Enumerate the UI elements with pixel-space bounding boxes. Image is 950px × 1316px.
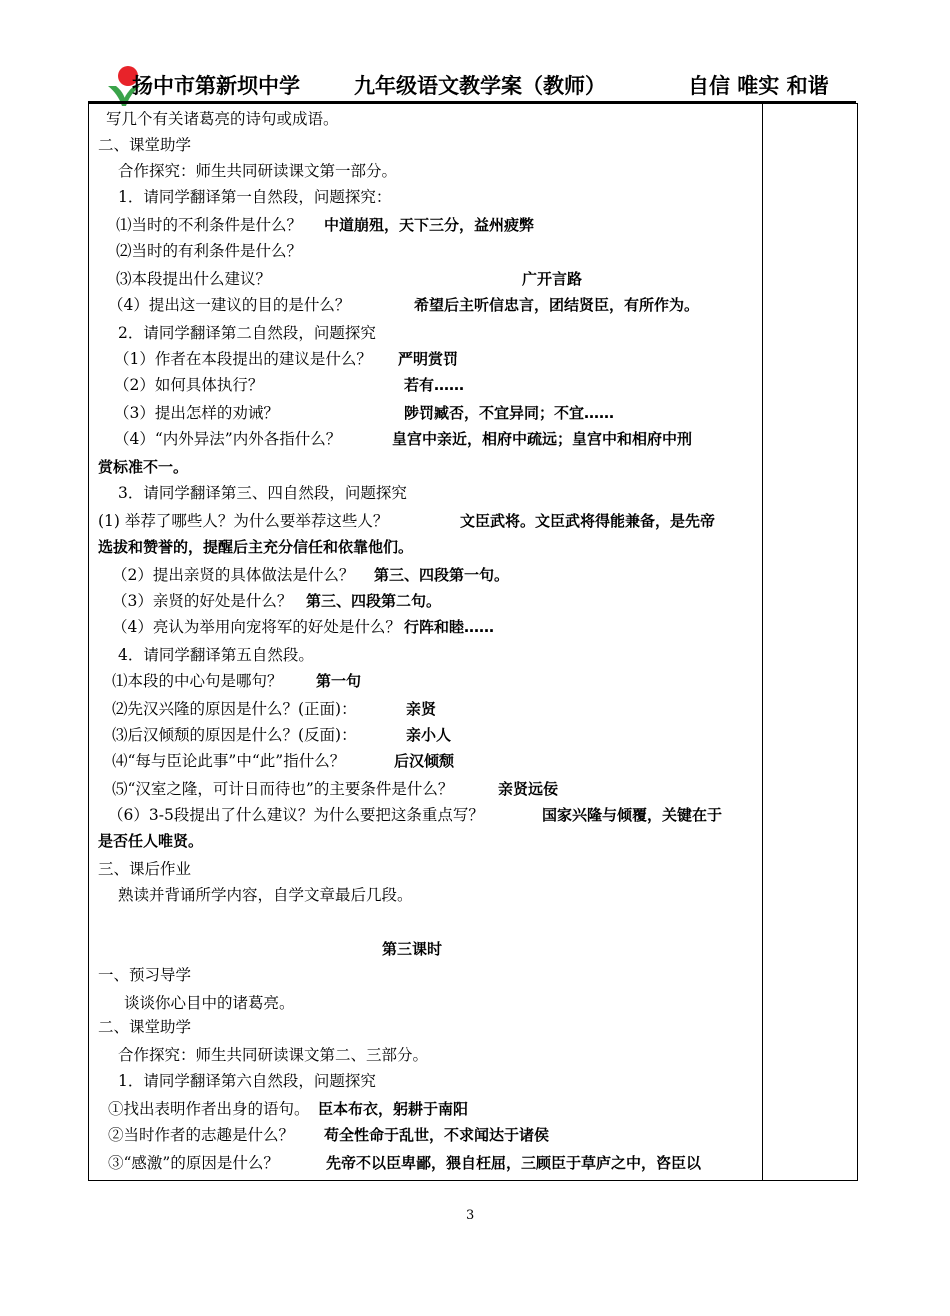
text-line: ②当时作者的志趣是什么？ [108, 1126, 295, 1144]
page-header [0, 0, 950, 110]
text-line: （4）“内外异法”内外各指什么？ [114, 430, 342, 448]
text-line: 熟读并背诵所学内容，自学文章最后几段。 [118, 886, 413, 904]
answer-text: 先帝不以臣卑鄙，猥自枉屈，三顾臣于草庐之中，咨臣以 [326, 1154, 702, 1172]
text-line: 1．请同学翻译第六自然段，问题探究 [118, 1072, 376, 1090]
text-line: 合作探究：师生共同研读课文第二、三部分。 [118, 1046, 429, 1064]
text-line: ⑶本段提出什么建议？ [116, 270, 272, 288]
text-line: 3．请同学翻译第三、四自然段，问题探究 [118, 484, 407, 502]
text-line: 合作探究：师生共同研读课文第一部分。 [118, 162, 398, 180]
answer-text: 严明赏罚 [398, 350, 459, 368]
text-line: ⑵先汉兴隆的原因是什么？(正面)： [112, 700, 357, 718]
text-line: （3）提出怎样的劝诫？ [114, 404, 279, 422]
answer-text: 文臣武将。文臣武将得能兼备，是先帝 [460, 512, 716, 530]
answer-text: 第三、四段第一句。 [374, 566, 510, 584]
answer-text: 皇宫中亲近，相府中疏远；皇宫中和相府中刑 [392, 430, 693, 448]
text-line: ⑵当时的有利条件是什么？ [116, 242, 303, 260]
answer-text: 若有…… [404, 376, 465, 394]
answer-text: 后汉倾颓 [394, 752, 455, 770]
text-line: ①找出表明作者出身的语句。 [108, 1100, 310, 1118]
school-motto: 自信 唯实 和谐 [688, 74, 829, 98]
answer-text: 希望后主听信忠言，团结贤臣，有所作为。 [414, 296, 700, 314]
answer-text: 广开言路 [522, 270, 583, 288]
answer-text: 陟罚臧否，不宜异同；不宜…… [404, 404, 615, 422]
answer-text: 选拔和赞誉的，提醒后主充分信任和依靠他们。 [98, 538, 414, 556]
answer-text: 中道崩殂，天下三分，益州疲弊 [324, 216, 535, 234]
answer-text: 亲贤远佞 [498, 780, 559, 798]
text-line: ⑷“每与臣论此事”中“此”指什么？ [112, 752, 346, 770]
answer-text: 第三、四段第二句。 [306, 592, 442, 610]
text-line: ⑶后汉倾颓的原因是什么？(反面)： [112, 726, 357, 744]
text-line: (1) 举荐了哪些人？为什么要举荐这些人？ [98, 512, 389, 530]
text-line: （1）作者在本段提出的建议是什么？ [114, 350, 372, 368]
text-line: ⑴本段的中心句是哪句？ [112, 672, 283, 690]
answer-text: 赏标准不一。 [98, 458, 189, 476]
text-line: 4．请同学翻译第五自然段。 [118, 646, 314, 664]
answer-text: 是否任人唯贤。 [98, 832, 204, 850]
text-line: （4）提出这一建议的目的是什么？ [108, 296, 351, 314]
answer-text: 国家兴隆与倾覆，关键在于 [542, 806, 723, 824]
text-line: （2）提出亲贤的具体做法是什么？ [112, 566, 355, 584]
text-line: 二、课堂助学 [98, 136, 192, 154]
text-line: 二、课堂助学 [98, 1018, 192, 1036]
answer-text: 行阵和睦…… [404, 618, 495, 636]
answer-text: 第一句 [316, 672, 362, 690]
answer-text: 臣本布衣，躬耕于南阳 [318, 1100, 469, 1118]
text-line: （2）如何具体执行？ [114, 376, 264, 394]
text-line: ⑸“汉室之隆，可计日而待也”的主要条件是什么？ [112, 780, 454, 798]
answer-text: 亲贤 [406, 700, 437, 718]
text-line: 谈谈你心目中的诸葛亮。 [124, 994, 295, 1012]
page-number: 3 [466, 1208, 475, 1223]
text-line: （4）亮认为举用向宠将军的好处是什么？ [112, 618, 401, 636]
table-column-divider [762, 103, 763, 1181]
answer-text: 亲小人 [406, 726, 452, 744]
text-line: （3）亲贤的好处是什么？ [112, 592, 293, 610]
course-title: 九年级语文教学案（教师） [354, 74, 606, 98]
section-heading: 第三课时 [382, 940, 443, 958]
text-line: 三、课后作业 [98, 860, 192, 878]
answer-text: 苟全性命于乱世，不求闻达于诸侯 [324, 1126, 550, 1144]
text-line: 一、预习导学 [98, 966, 192, 984]
text-line: ⑴当时的不利条件是什么？ [116, 216, 303, 234]
text-line: 2．请同学翻译第二自然段，问题探究 [118, 324, 376, 342]
text-line: （6）3-5段提出了什么建议？为什么要把这条重点写？ [108, 806, 484, 824]
school-name: 扬中市第新坝中学 [132, 74, 300, 98]
text-line: 1．请同学翻译第一自然段，问题探究： [118, 188, 392, 206]
text-line: 写几个有关诸葛亮的诗句或成语。 [106, 110, 339, 128]
text-line: ③“感激”的原因是什么？ [108, 1154, 279, 1172]
